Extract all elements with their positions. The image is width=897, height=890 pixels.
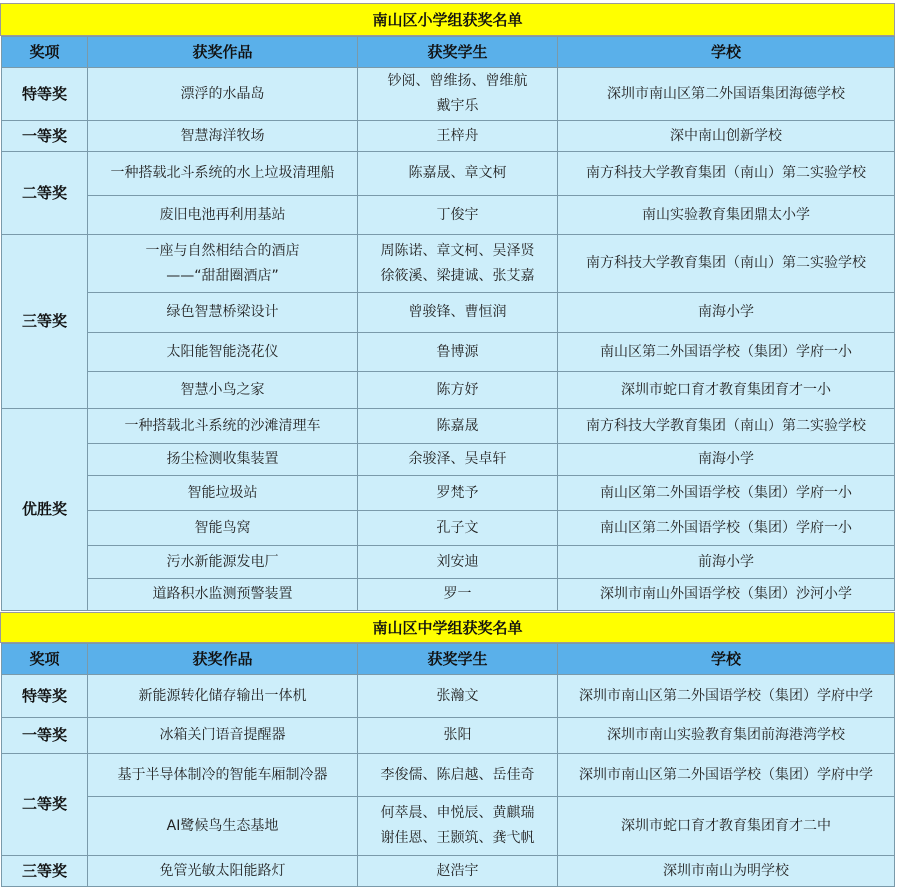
table-row [2,235,895,293]
student-line: 赵浩宇 [436,862,479,879]
school-cell: 深圳市南山外国语学校（集团）沙河小学 [558,579,895,611]
award-cell: 特等奖 [2,68,88,121]
award-cell: 一等奖 [2,121,88,152]
award-cell: 二等奖 [2,754,88,856]
work-cell [88,579,358,611]
work-cell [88,675,358,718]
work-cell [88,797,358,856]
school-cell: 南海小学 [558,293,895,333]
students-cell [358,68,558,121]
table-row [2,797,895,856]
student-line: 钞阅、曾维扬、曾维航 [387,73,528,89]
work-line: 新能源转化储存输出一体机 [138,687,307,704]
school-cell: 深圳市南山区第二外国语集团海德学校 [558,68,895,121]
work-cell [88,511,358,546]
table-row [2,293,895,333]
school-cell: 深圳市南山实验教育集团前海港湾学校 [558,718,895,754]
work-cell [88,293,358,333]
school-cell: 深圳市南山区第二外国语学校（集团）学府中学 [558,754,895,797]
header-row [2,644,895,675]
student-line: 陈嘉晟、章文柯 [408,165,507,181]
work-line: 太阳能智能浇花仪 [166,343,279,360]
work-line: 漂浮的水晶岛 [180,85,265,102]
award-cell: 优胜奖 [2,409,88,611]
award-cell: 一等奖 [2,718,88,754]
middle-title: 南山区中学组获奖名单 [0,612,895,643]
middle-award-table [1,643,895,887]
table-row [2,476,895,511]
students-cell [358,675,558,718]
students-cell [358,444,558,476]
work-line: 智能鸟窝 [194,519,251,536]
work-line: 冰箱关门语音提醒器 [159,727,286,743]
student-line: 戴宇乐 [436,98,479,114]
work-line: ——“甜甜圈酒店” [166,267,279,284]
header-row [2,37,895,68]
work-cell [88,718,358,754]
student-line: 徐筱溪、梁捷诚、张艾嘉 [380,267,535,284]
table-row [2,68,895,121]
students-cell [358,511,558,546]
student-line: 何萃晨、申悦辰、黄麒瑞 [380,805,535,821]
school-cell: 深圳市蛇口育才教育集团育才二中 [558,797,895,856]
work-cell [88,754,358,797]
school-cell: 南山区第二外国语学校（集团）学府一小 [558,476,895,511]
table-row [2,372,895,409]
work-cell [88,409,358,444]
students-cell [358,152,558,196]
student-line: 陈嘉晟 [436,417,479,434]
award-cell: 三等奖 [2,235,88,409]
students-cell [358,579,558,611]
school-cell: 深圳市蛇口育才教育集团育才一小 [558,372,895,409]
work-line: 污水新能源发电厂 [166,553,279,570]
primary-award-table [1,36,895,611]
table-row [2,409,895,444]
student-line: 罗梵予 [436,484,479,501]
table-row [2,718,895,754]
header-students: 获奖学生 [358,644,558,675]
header-work: 获奖作品 [88,37,358,68]
work-cell [88,372,358,409]
work-cell [88,196,358,235]
students-cell [358,196,558,235]
work-line: 道路积水监测预警装置 [152,586,293,602]
students-cell [358,372,558,409]
table-row [2,546,895,579]
work-cell [88,333,358,372]
school-cell: 前海小学 [558,546,895,579]
school-cell: 南山实验教育集团鼎太小学 [558,196,895,235]
students-cell [358,121,558,152]
award-cell: 二等奖 [2,152,88,235]
school-cell: 南山区第二外国语学校（集团）学府一小 [558,511,895,546]
student-line: 孔子文 [436,519,479,536]
work-line: 一座与自然相结合的酒店 [145,242,300,259]
school-cell: 南方科技大学教育集团（南山）第二实验学校 [558,235,895,293]
students-cell [358,409,558,444]
work-line: 一种搭载北斗系统的沙滩清理车 [124,417,321,434]
work-line: 绿色智慧桥梁设计 [166,304,279,320]
school-cell: 深圳市南山区第二外国语学校（集团）学府中学 [558,675,895,718]
award-cell: 特等奖 [2,675,88,718]
student-line: 张阳 [443,727,472,743]
students-cell [358,333,558,372]
school-cell: 深中南山创新学校 [558,121,895,152]
work-cell [88,121,358,152]
table-row [2,754,895,797]
students-cell [358,235,558,293]
student-line: 鲁博源 [436,343,479,360]
table-row [2,444,895,476]
student-line: 丁俊宇 [436,206,479,223]
table-row [2,152,895,196]
table-row [2,196,895,235]
primary-title: 南山区小学组获奖名单 [0,3,895,36]
school-cell: 南方科技大学教育集团（南山）第二实验学校 [558,152,895,196]
student-line: 张瀚文 [436,687,479,704]
award-cell: 三等奖 [2,856,88,887]
work-cell [88,476,358,511]
table-row [2,856,895,887]
students-cell [358,797,558,856]
student-line: 谢佳恩、王颢筑、龚弋帆 [380,830,535,846]
header-award: 奖项 [2,37,88,68]
table-row [2,333,895,372]
work-cell [88,444,358,476]
student-line: 曾骏锋、曹恒润 [408,304,507,320]
students-cell [358,856,558,887]
table-row [2,579,895,611]
school-cell: 南方科技大学教育集团（南山）第二实验学校 [558,409,895,444]
students-cell [358,718,558,754]
work-line: 废旧电池再利用基站 [159,206,286,223]
work-line: 一种搭载北斗系统的水上垃圾清理船 [110,165,335,181]
work-line: 智慧海洋牧场 [180,127,265,144]
work-cell [88,235,358,293]
work-line: 智能垃圾站 [187,484,258,501]
work-cell [88,856,358,887]
work-line: AI鹭候鸟生态基地 [166,817,279,834]
school-cell: 南海小学 [558,444,895,476]
work-line: 智慧小鸟之家 [180,381,265,398]
header-work: 获奖作品 [88,644,358,675]
students-cell [358,754,558,797]
student-line: 陈方妤 [436,381,479,398]
header-award: 奖项 [2,644,88,675]
header-school: 学校 [558,37,895,68]
student-line: 罗一 [443,586,472,602]
work-line: 基于半导体制冷的智能车厢制冷器 [117,766,328,783]
header-students: 获奖学生 [358,37,558,68]
table-row [2,121,895,152]
students-cell [358,293,558,333]
work-line: 扬尘检测收集装置 [166,451,279,467]
student-line: 王梓舟 [436,127,479,144]
header-school: 学校 [558,644,895,675]
student-line: 周陈诺、章文柯、吴泽贤 [380,242,535,259]
work-cell [88,546,358,579]
school-cell: 南山区第二外国语学校（集团）学府一小 [558,333,895,372]
table-row [2,675,895,718]
work-line: 免管光敏太阳能路灯 [159,862,286,879]
student-line: 刘安迪 [436,553,479,570]
work-cell [88,68,358,121]
students-cell [358,546,558,579]
work-cell [88,152,358,196]
student-line: 李俊儒、陈启越、岳佳奇 [380,766,535,783]
student-line: 余骏泽、吴卓轩 [408,451,507,467]
school-cell: 深圳市南山为明学校 [558,856,895,887]
students-cell [358,476,558,511]
table-row [2,511,895,546]
